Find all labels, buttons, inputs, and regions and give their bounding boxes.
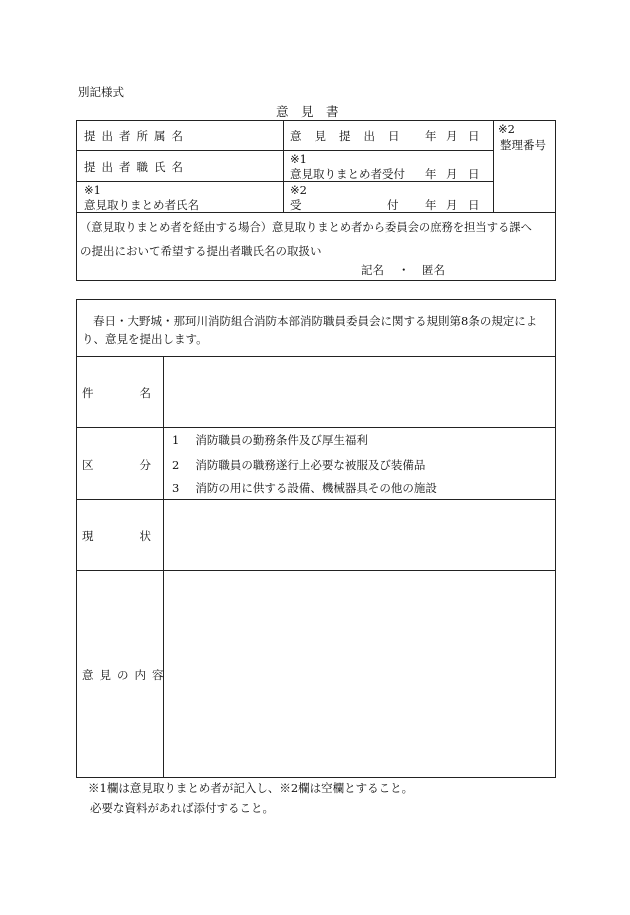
category-option-2[interactable] bbox=[172, 457, 425, 473]
subject-field[interactable] bbox=[164, 357, 554, 426]
mark1-coordinator: ※1 bbox=[84, 183, 101, 197]
handling-note-line2: の提出において希望する提出者職氏名の取扱い bbox=[80, 244, 322, 258]
mark1-receipt: ※1 bbox=[290, 152, 307, 166]
submit-day-unit: 日 bbox=[468, 129, 480, 143]
receipt-attached-label: 付 bbox=[387, 198, 399, 212]
category-number: 2 bbox=[172, 458, 180, 472]
category-number: 1 bbox=[172, 433, 180, 447]
submitter-name-label: 提出者職氏名 bbox=[84, 160, 189, 174]
receipt-month-unit: 月 bbox=[446, 167, 458, 181]
management-number-label: 整理番号 bbox=[500, 138, 546, 152]
submit-month-unit: 月 bbox=[446, 129, 458, 143]
status-field[interactable] bbox=[164, 500, 554, 569]
submit-date-label: 意見提出日 bbox=[290, 129, 413, 143]
submit-year-unit: 年 bbox=[425, 129, 437, 143]
option-named[interactable]: 記名 bbox=[361, 263, 384, 277]
received-month-unit: 月 bbox=[446, 198, 458, 212]
receipt-day-unit: 日 bbox=[468, 167, 480, 181]
form-label: 別記様式 bbox=[78, 85, 124, 99]
mark2-management: ※2 bbox=[498, 122, 515, 136]
footnote-2: 必要な資料があれば添付すること。 bbox=[90, 801, 274, 815]
category-text: 消防職員の職務遂行上必要な被服及び装備品 bbox=[195, 458, 426, 472]
category-number: 3 bbox=[172, 481, 180, 495]
option-anonymous[interactable]: 匿名 bbox=[422, 263, 445, 277]
category-text: 消防の用に供する設備、機械器具その他の施設 bbox=[195, 481, 437, 495]
handling-note-line1: （意見取りまとめ者を経由する場合）意見取りまとめ者から委員会の庶務を担当する課へ bbox=[80, 221, 532, 234]
footnote-1: ※1欄は意見取りまとめ者が記入し、※2欄は空欄とすること。 bbox=[88, 781, 414, 795]
category-label: 区 分 bbox=[82, 458, 151, 472]
received-day-unit: 日 bbox=[468, 198, 480, 212]
category-option-3[interactable] bbox=[172, 480, 437, 496]
status-label: 現 状 bbox=[82, 529, 151, 543]
option-separator: ・ bbox=[398, 263, 410, 277]
mark2-receipt: ※2 bbox=[290, 183, 307, 197]
content-field[interactable] bbox=[164, 571, 554, 776]
intro-line1: 春日・大野城・那珂川消防組合消防本部消防職員委員会に関する規則第8条の規定によ bbox=[93, 314, 538, 328]
received-year-unit: 年 bbox=[425, 198, 437, 212]
receipt-received-label: 受 bbox=[290, 198, 302, 212]
affiliation-label: 提出者所属名 bbox=[84, 129, 189, 143]
receipt-label: 意見取りまとめ者受付 bbox=[290, 167, 405, 181]
coordinator-name-label: 意見取りまとめ者氏名 bbox=[84, 198, 199, 212]
receipt-year-unit: 年 bbox=[425, 167, 437, 181]
content-label: 意見の内容 bbox=[82, 668, 170, 682]
category-text: 消防職員の勤務条件及び厚生福利 bbox=[195, 433, 368, 447]
category-option-1[interactable] bbox=[172, 432, 368, 448]
document-title: 意 見 書 bbox=[276, 104, 339, 119]
subject-label: 件 名 bbox=[82, 386, 151, 400]
intro-line2: り、意見を提出します。 bbox=[82, 332, 208, 346]
